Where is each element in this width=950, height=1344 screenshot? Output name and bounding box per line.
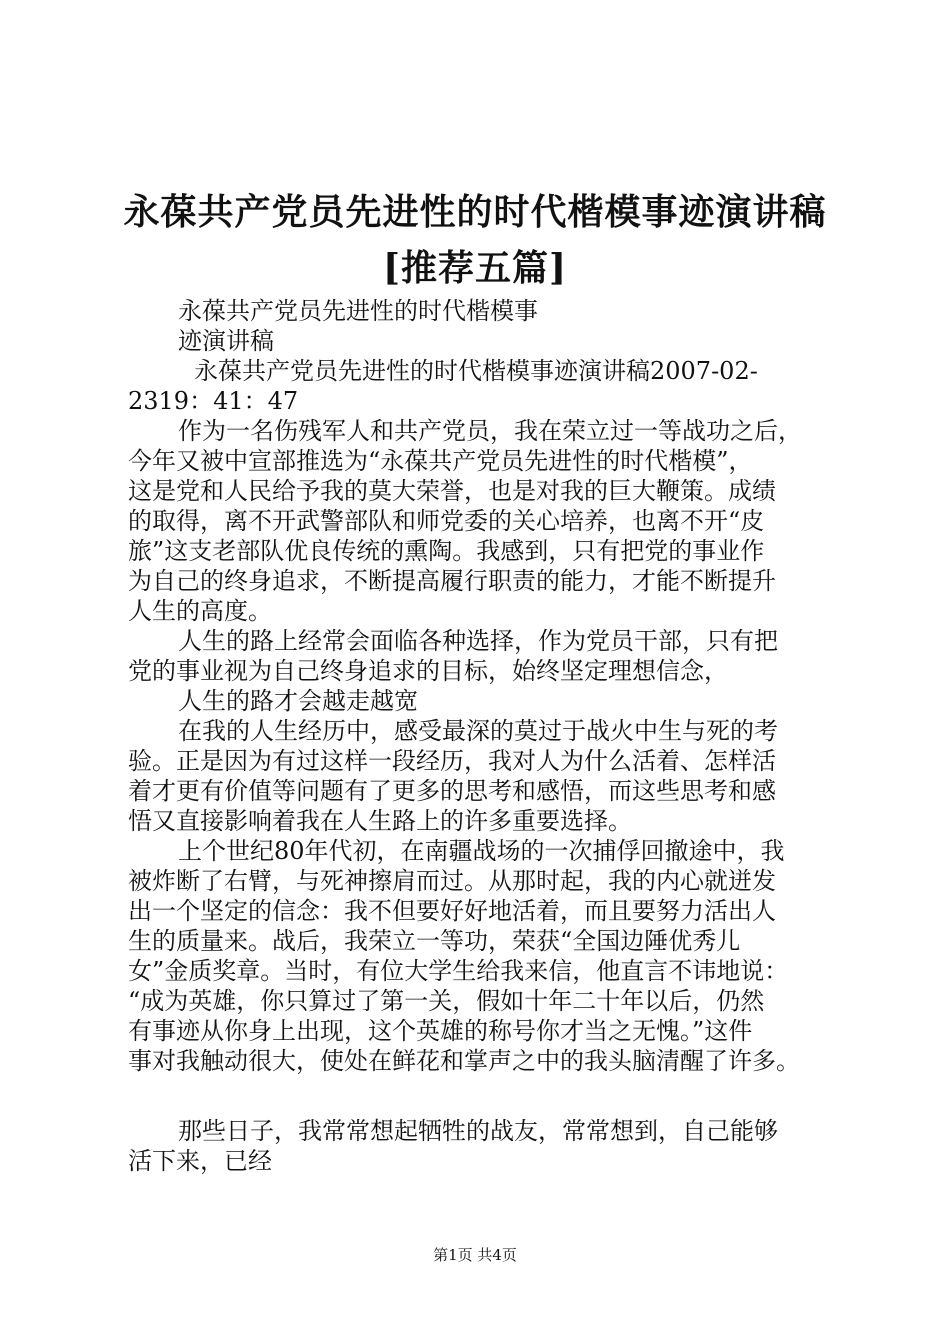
body-line: 着才更有价值等问题有了更多的思考和感悟，而这些思考和感 <box>128 777 776 805</box>
body-line: 这是党和人民给予我的莫大荣誉，也是对我的巨大鞭策。成绩 <box>128 477 776 505</box>
body-line: 人生的高度。 <box>128 597 272 625</box>
body-blank-line <box>128 1076 834 1116</box>
body-line: 今年又被中宣部推选为“永葆共产党员先进性的时代楷模”， <box>128 447 753 475</box>
body-line: 在我的人生经历中，感受最深的莫过于战火中生与死的考 <box>178 717 778 745</box>
body-line: 上个世纪80年代初，在南疆战场的一次捕俘回撤途中，我 <box>178 837 785 865</box>
body-line: 为自己的终身追求，不断提高履行职责的能力，才能不断提升 <box>128 567 776 595</box>
body-line: 永葆共产党员先进性的时代楷模事 <box>178 297 538 325</box>
body-line: 迹演讲稿 <box>178 327 274 355</box>
body-line: 悟又直接影响着我在人生路上的许多重要选择。 <box>128 807 632 835</box>
body-line: 人生的路才会越走越宽 <box>178 687 418 715</box>
body-line: 出一个坚定的信念：我不但要好好地活着，而且要努力活出人 <box>128 897 776 925</box>
body-line: “成为英雄，你只算过了第一关，假如十年二十年以后，仍然 <box>128 987 765 1015</box>
body-line: 活下来，已经 <box>128 1147 272 1175</box>
document-title: 永葆共产党员先进性的时代楷模事迹演讲稿 <box>123 191 827 233</box>
body-line: 永葆共产党员先进性的时代楷模事迹演讲稿2007-02- <box>194 357 758 385</box>
document-title-subtitle: [推荐五篇] <box>382 247 568 289</box>
body-line: 生的质量来。战后，我荣立一等功，荣获“全国边陲优秀儿 <box>128 927 741 955</box>
document-body <box>128 296 834 1176</box>
body-line: 女”金质奖章。当时，有位大学生给我来信，他直言不讳地说： <box>128 957 789 985</box>
page-footer: 第1页 共4页 <box>433 1246 517 1264</box>
body-line: 2319：41：47 <box>128 387 299 415</box>
body-line: 被炸断了右臂，与死神擦肩而过。从那时起，我的内心就迸发 <box>128 867 776 895</box>
body-line: 作为一名伤残军人和共产党员，我在荣立过一等战功之后， <box>178 417 802 445</box>
body-line: 旅”这支老部队优良传统的熏陶。我感到，只有把党的事业作 <box>128 537 765 565</box>
body-line: 党的事业视为自己终身追求的目标，始终坚定理想信念， <box>128 657 728 685</box>
body-line: 事对我触动很大，使处在鲜花和掌声之中的我头脑清醒了许多。 <box>128 1047 800 1075</box>
body-line: 验。正是因为有过这样一段经历，我对人为什么活着、怎样活 <box>128 747 776 775</box>
body-line: 人生的路上经常会面临各种选择，作为党员干部，只有把 <box>178 627 778 655</box>
body-line: 那些日子，我常常想起牺牲的战友，常常想到，自己能够 <box>178 1117 778 1145</box>
body-line: 有事迹从你身上出现，这个英雄的称号你才当之无愧。”这件 <box>128 1017 753 1045</box>
body-line: 的取得，离不开武警部队和师党委的关心培养，也离不开“皮 <box>128 507 765 535</box>
